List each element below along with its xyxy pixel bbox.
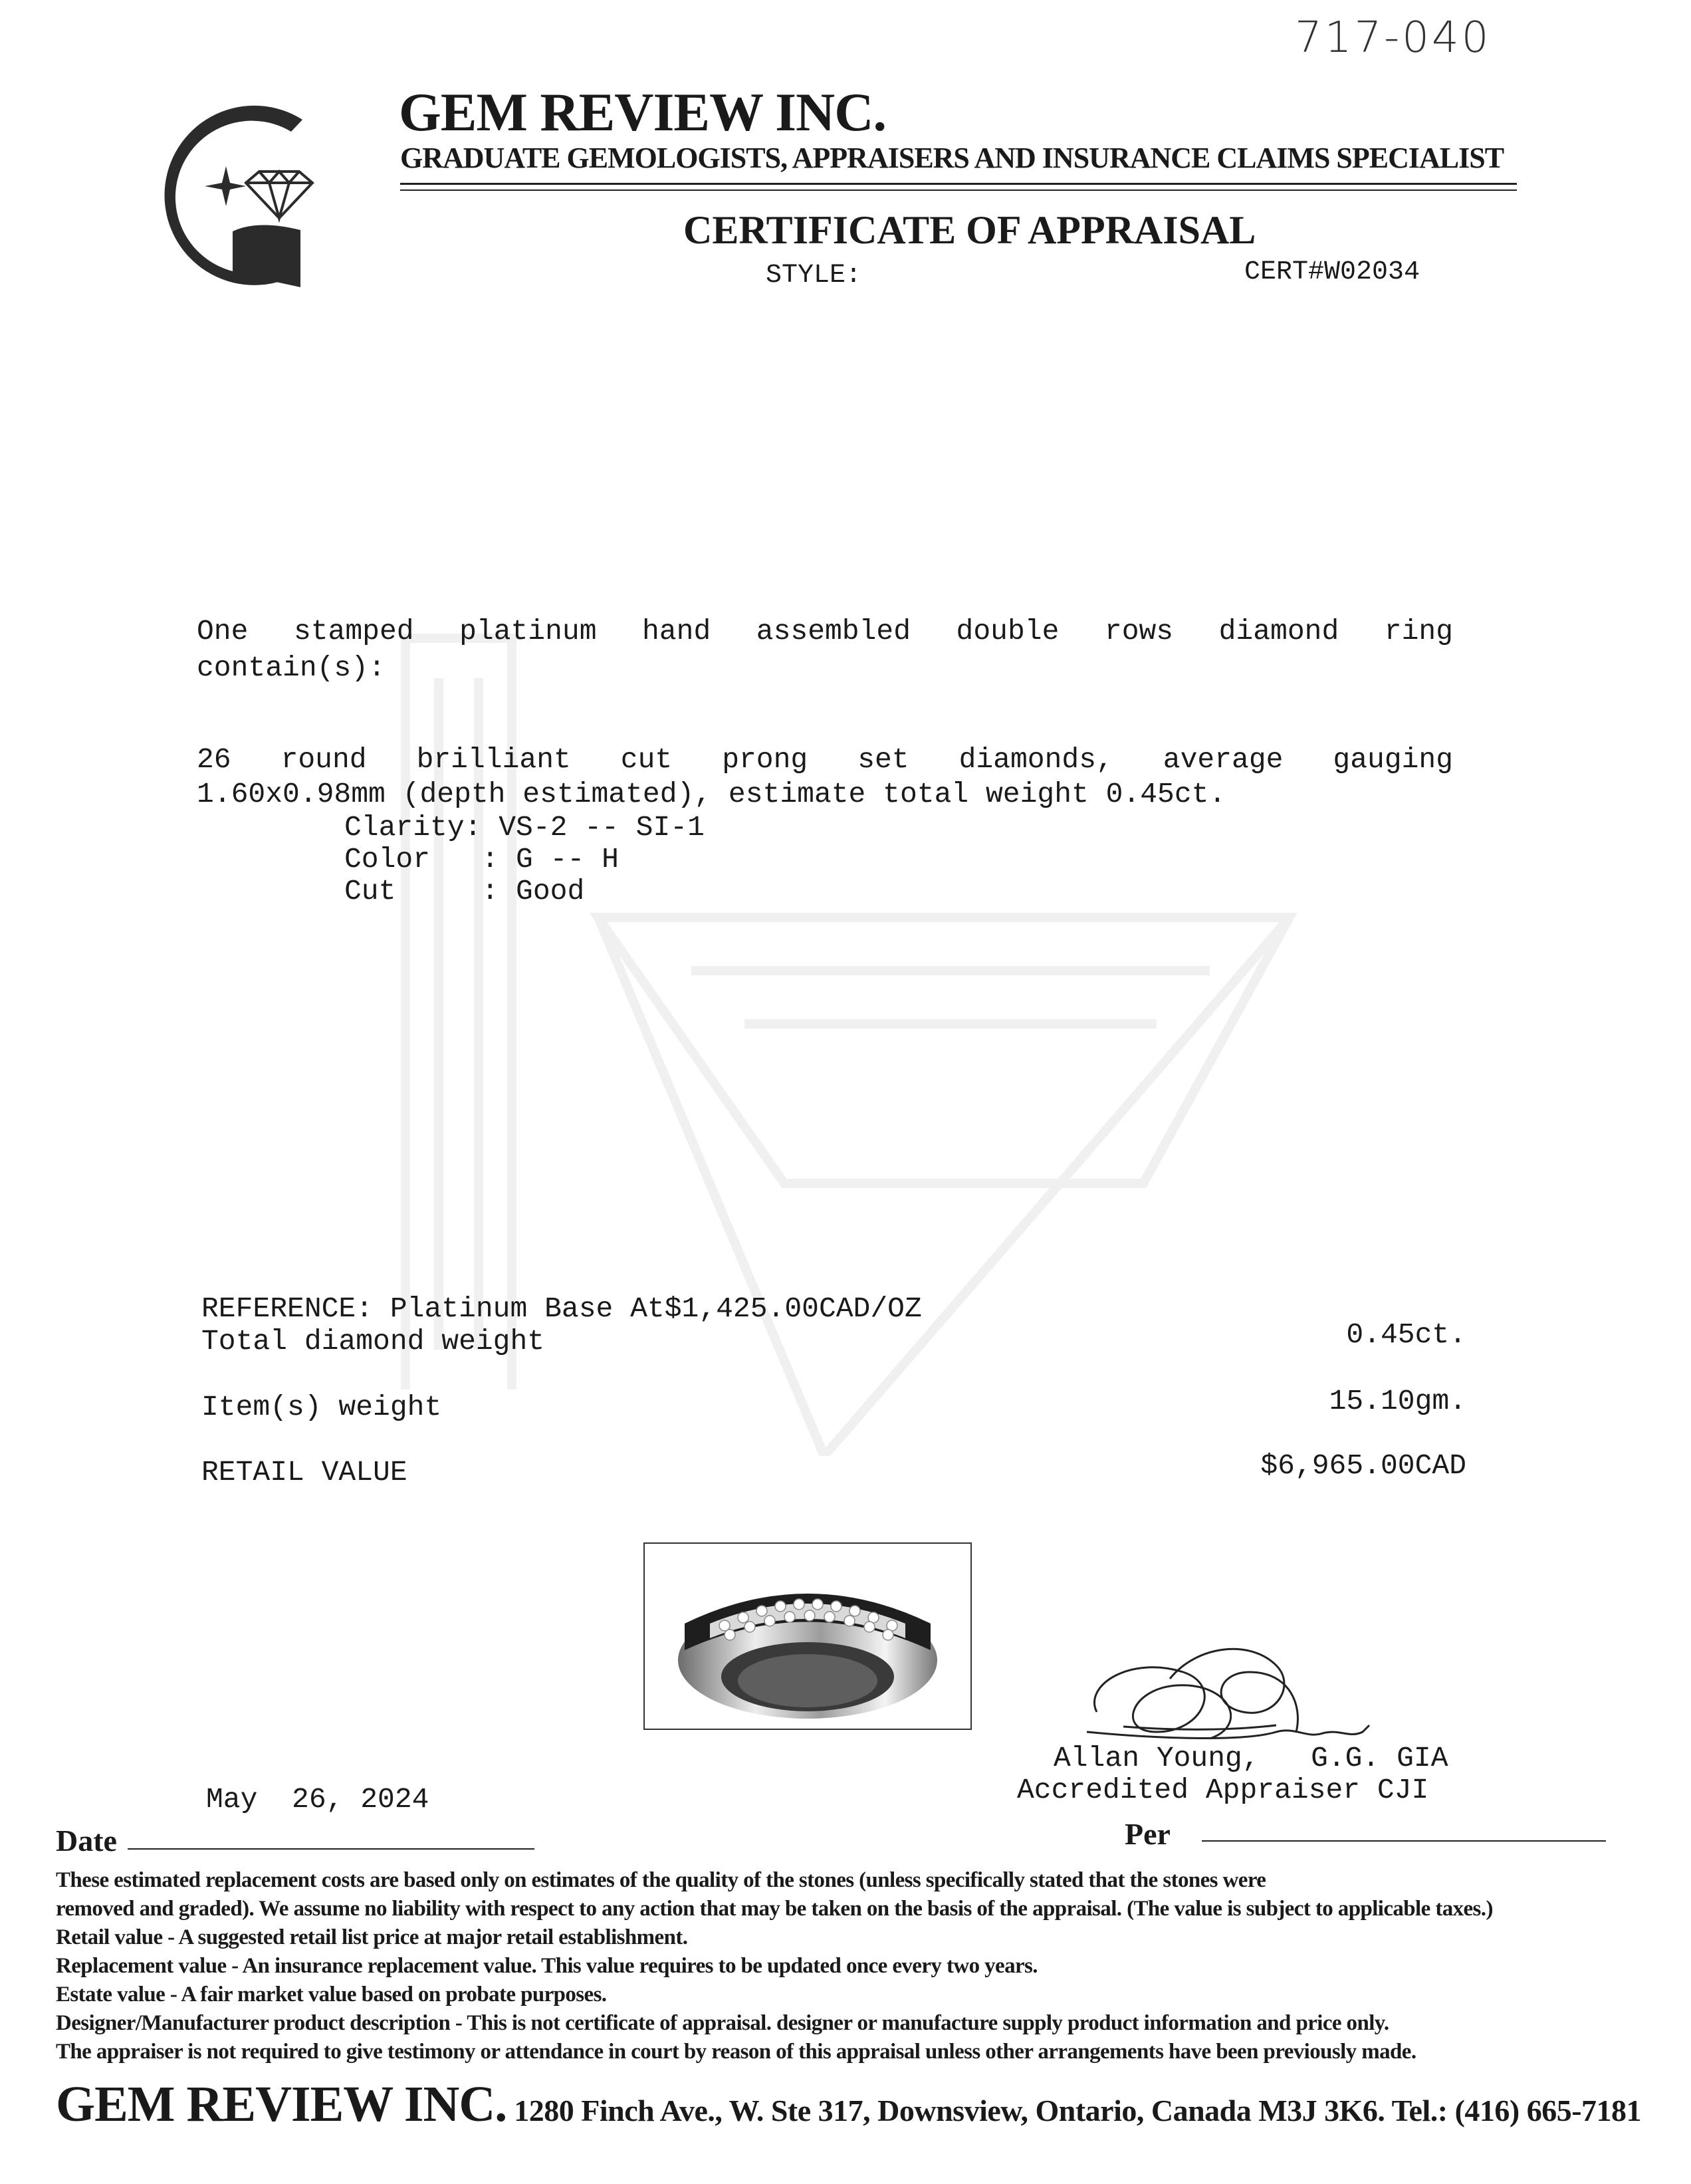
- disclaimer-line: Retail value - A suggested retail list price at major retail establishment.: [56, 1925, 688, 1949]
- handwritten-file-number: 717-040: [1295, 13, 1492, 62]
- footer: [56, 2076, 1641, 2133]
- description-word: diamond: [1218, 615, 1339, 648]
- stones-word: set: [857, 743, 909, 776]
- description-word: rows: [1104, 615, 1174, 648]
- disclaimer-line: The appraiser is not required to give testimony or attendance in court by reason of this appraisal unless other arrangements have been previously made.: [56, 2040, 1416, 2064]
- footer-company-name: GEM REVIEW INC.: [56, 2076, 507, 2132]
- per-label: Per: [1125, 1817, 1171, 1851]
- per-signature-line: [1202, 1840, 1606, 1842]
- retail-value-label: RETAIL VALUE: [201, 1456, 407, 1489]
- description-word: platinum: [459, 615, 597, 648]
- clarity-grade: Clarity: VS-2 -- SI-1: [344, 811, 705, 844]
- company-name: GEM REVIEW INC.: [399, 82, 886, 142]
- footer-address: 1280 Finch Ave., W. Ste 317, Downsview, Ontario, Canada M3J 3K6. Tel.: (416) 665-7181: [507, 2094, 1642, 2127]
- appraiser-title: Accredited Appraiser CJI: [1017, 1774, 1429, 1806]
- style-label: STYLE:: [766, 261, 862, 291]
- date-signature-line: [128, 1848, 534, 1850]
- disclaimer-line: removed and graded). We assume no liability with respect to any action that may be taken on the basis of the appraisal. (The value is subject to applicable taxes.): [56, 1897, 1493, 1921]
- stones-word: gauging: [1333, 743, 1454, 776]
- disclaimer-line: Replacement value - An insurance replacement value. This value requires to be updated once every two years.: [56, 1954, 1038, 1978]
- date-label: Date: [56, 1824, 117, 1858]
- description-word: stamped: [293, 615, 414, 648]
- ring-image-icon: [645, 1544, 970, 1729]
- appraiser-name: Allan Young, G.G. GIA: [1054, 1742, 1448, 1774]
- total-weight-label: Total diamond weight: [201, 1325, 545, 1358]
- cut-grade: Cut : Good: [344, 875, 585, 908]
- total-weight-value: 0.45ct.: [1346, 1318, 1466, 1351]
- cert-number: CERT#W02034: [1244, 257, 1420, 287]
- platinum-reference: REFERENCE: Platinum Base At$1,425.00CAD/OZ: [201, 1292, 922, 1325]
- retail-value: $6,965.00CAD: [1260, 1449, 1466, 1482]
- stones-word: round: [281, 743, 367, 776]
- item-weight-label: Item(s) weight: [201, 1391, 442, 1423]
- description-word: ring: [1384, 615, 1453, 648]
- appraisal-date: May 26, 2024: [206, 1783, 429, 1816]
- item-description-line: contain(s):: [197, 652, 386, 684]
- company-tagline: GRADUATE GEMOLOGISTS, APPRAISERS AND INSURANCE CLAIMS SPECIALIST: [400, 142, 1504, 174]
- item-weight-value: 15.10gm.: [1329, 1385, 1466, 1417]
- stones-word: prong: [722, 743, 808, 776]
- description-word: double: [956, 615, 1060, 648]
- stones-word: brilliant: [416, 743, 571, 776]
- stones-word: 26: [197, 743, 231, 776]
- stones-word: diamonds,: [958, 743, 1113, 776]
- description-word: One: [197, 615, 249, 648]
- color-grade: Color : G -- H: [344, 843, 619, 876]
- stones-description-line: 1.60x0.98mm (depth estimated), estimate total weight 0.45ct.: [197, 778, 1226, 810]
- header-divider: [400, 189, 1517, 191]
- disclaimer-line: Estate value - A fair market value based on probate purposes.: [56, 1983, 607, 2006]
- stones-word: cut: [620, 743, 673, 776]
- ring-photo: [643, 1542, 972, 1730]
- certificate-title: CERTIFICATE OF APPRAISAL: [683, 208, 1256, 252]
- gem-review-logo-icon: [146, 93, 339, 303]
- appraiser-signature: [1077, 1632, 1396, 1755]
- disclaimer-line: Designer/Manufacturer product description - This is not certificate of appraisal. designer or manufacture supply product information and price only.: [56, 2011, 1389, 2035]
- stones-word: average: [1163, 743, 1284, 776]
- item-description-line: [197, 615, 1453, 648]
- description-word: hand: [642, 615, 711, 648]
- stones-description-line: [197, 743, 1453, 776]
- header-divider: [400, 183, 1517, 185]
- disclaimer-line: These estimated replacement costs are based only on estimates of the quality of the stones (unless specifically stated that the stones were: [56, 1868, 1266, 1892]
- description-word: assembled: [756, 615, 911, 648]
